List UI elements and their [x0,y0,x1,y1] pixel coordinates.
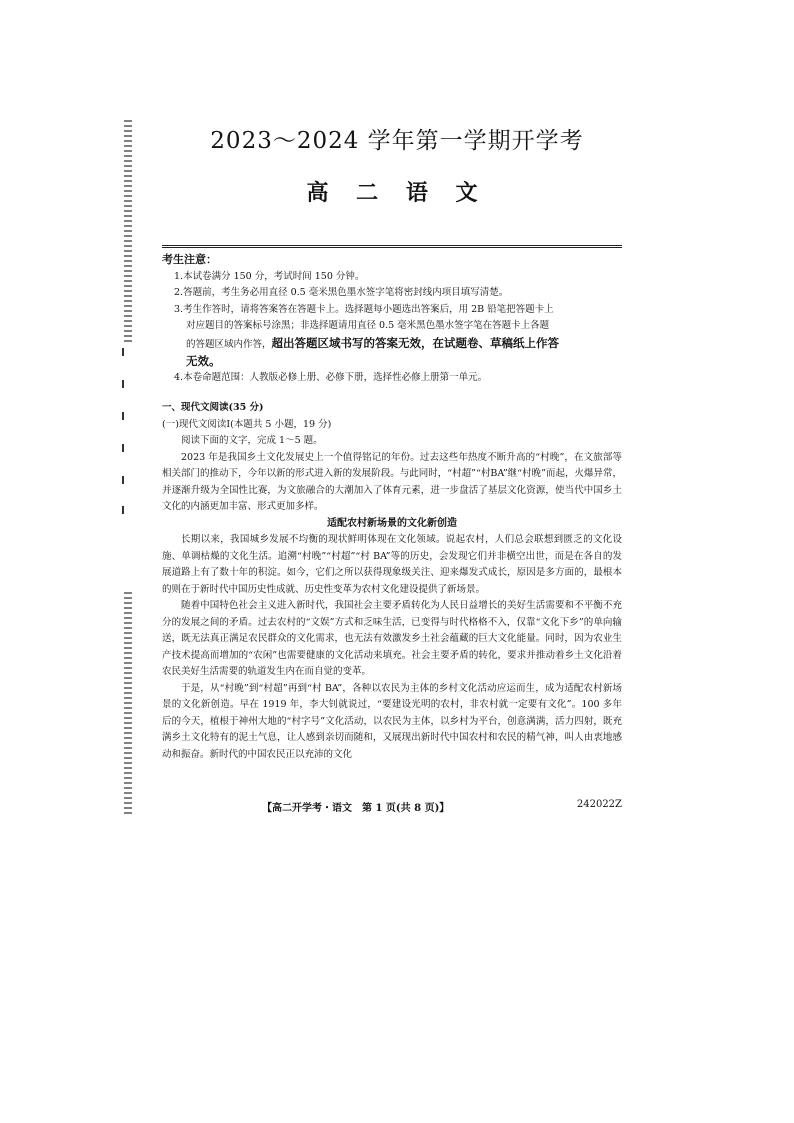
binding-mark [122,348,134,356]
exam-subject: 高 二 语 文 [306,180,488,206]
section-subtitle: (一)现代文阅读Ⅰ(本题共 5 小题，19 分) [162,418,332,430]
binding-mark [122,444,134,452]
footer-page-info: 【高二开学考・语文 第 1 页(共 8 页)】 [262,803,450,814]
binding-line-bottom [124,592,132,817]
notice-text: 的答题区域内作答， [186,338,272,350]
binding-mark [122,412,134,420]
binding-mark [122,506,134,514]
notice-item: 对应题目的答案标号涂黑；非选择题请用直径 0.5 毫米黑色墨水签字笔在答题卡上各题 [186,320,550,331]
notice-item: 3.考生作答时，请将答案答在答题卡上。选择题每小题选出答案后，用 2B 铅笔把答题卡上 [174,303,554,315]
exam-title: 2023～2024 学年第一学期开学考 [210,128,584,154]
section-title: 一、现代文阅读(35 分) [162,402,264,413]
header-divider [162,245,622,248]
notice-item: 1.本试卷满分 150 分，考试时间 150 分钟。 [174,270,365,282]
notice-emphasis: 超出答题区域书写的答案无效，在试题卷、草稿纸上作答 [271,335,560,350]
article-title: 适配农村新场景的文化新创造 [327,517,457,529]
binding-mark [122,380,134,388]
notice-heading: 考生注意： [162,253,217,266]
exam-content [162,252,622,763]
notice-item [162,335,622,354]
notice-emphasis: 无效。 [186,354,221,368]
footer-code: 242022Z [576,799,622,810]
intro-paragraph: 2023 年是我国乡土文化发展史上一个值得铭记的年份。过去这些年热度不断升高的“村晚”，在文旅部等相关部门的推动下，今年以新的形式进入新的发展阶段。与此同时，“村超”“村BA”继“村晚”而起，火爆异常，并逐渐升级为全国性比赛，为文旅融合的大潮加入了体育元素，进一步盘活了基层文化资源，使当代中国乡土文化的内涵更加丰富、形式更加多样。 [162,451,622,512]
binding-mark [122,476,134,484]
article-paragraph: 长期以来，我国城乡发展不均衡的现状鲜明体现在文化领域。说起农村，人们总会联想到匮乏的文化设施、单调枯燥的文化生活。追溯“村晚”“村超”“村 BA”等的历史，会发现它们并非横空出世，而是在各自的发展道路上有了数十年的积淀。如今，它们之所以获得现象级关注、迎来爆发式成长，原因是多方面的，最根本的则在于新时代中国历史性成就、历史性变革为农村文化建设提供了新场景。 [162,534,622,595]
notice-item: 4.本卷命题范围：人教版必修上册、必修下册，选择性必修上册第一单元。 [174,371,488,383]
instruction: 阅读下面的文字，完成 1～5 题。 [181,435,323,446]
notice-item: 2.答题前，考生务必用直径 0.5 毫米黑色墨水签字笔将密封线内项目填写清楚。 [174,287,509,298]
article-paragraph: 于是，从“村晚”到“村超”再到“村 BA”，各种以农民为主体的乡村文化活动应运而生，成为适配农村新场景的文化新创造。早在 1919 年，李大钊就说过，“要建设光明的农村，非农村就一定要有文化”。100 多年后的今天，植根于神州大地的“村字号”文化活动，以农民为主体，以乡村为平台，创意满满，活力四射，既充满乡土文化特有的泥土气息，让人感到亲切而随和，又展现出新时代中国农村和农民的精气神，叫人由衷地感动和振奋。新时代的中国农民正以充沛的文化 [162,682,622,760]
article-paragraph: 随着中国特色社会主义进入新时代，我国社会主要矛盾转化为人民日益增长的美好生活需要和不平衡不充分的发展之间的矛盾。过去农村的“文娱”方式和乏味生活，已变得与时代格格不入，仅靠“文化下乡”的单向输送，既无法真正满足农民群众的文化需求，也无法有效激发乡土社会蕴藏的巨大文化能量。同时，因为农业生产技术提高而增加的“农闲”也需要健康的文化活动来填充。社会主要矛盾的转化，要求并推动着乡土文化沿着农民美好生活需要的轨道发生内在而自觉的变革。 [162,600,622,677]
